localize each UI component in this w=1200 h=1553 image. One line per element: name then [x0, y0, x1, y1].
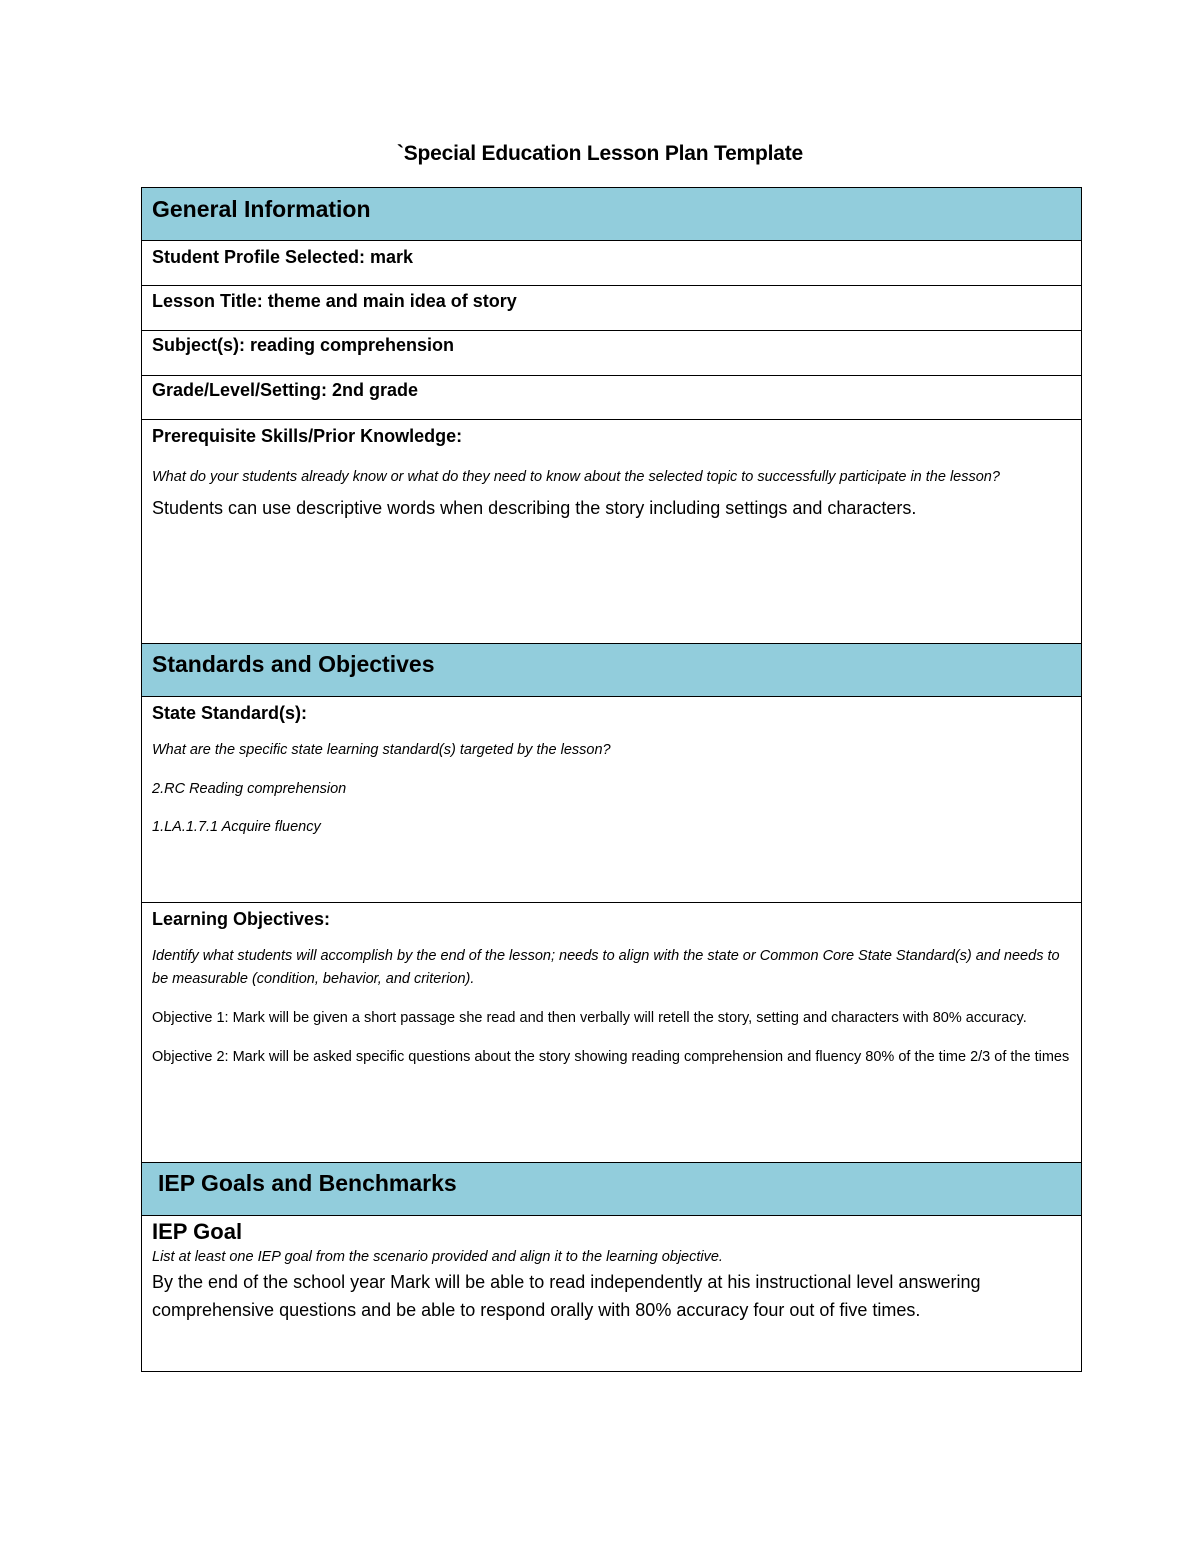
prereq-label: Prerequisite Skills/Prior Knowledge:	[152, 426, 463, 446]
iep-goal-text: By the end of the school year Mark will be able to read independently at his instructional level answering comprehensive questions and be able to respond orally with 80% accuracy four out of five times.	[152, 1272, 981, 1320]
prereq-hint: What do your students already know or what do they need to know about the selected topic to successfully participate in the lesson?	[152, 469, 1000, 485]
learning-objectives-label: Learning Objectives:	[152, 909, 331, 929]
general-heading: General Information	[152, 196, 371, 222]
lesson-title-field: Lesson Title: theme and main idea of story	[152, 291, 517, 311]
lesson-plan-table	[141, 187, 1082, 1372]
subjects-row	[142, 331, 1082, 376]
document-title: `Special Education Lesson Plan Template	[396, 142, 804, 165]
grade-field: Grade/Level/Setting: 2nd grade	[152, 380, 419, 400]
iep-goal-label: IEP Goal	[152, 1219, 243, 1244]
standards-heading: Standards and Objectives	[152, 651, 435, 677]
student-profile-field: Student Profile Selected: mark	[152, 247, 414, 267]
state-standard-item: 2.RC Reading comprehension	[152, 781, 347, 797]
state-standards-hint: What are the specific state learning standard(s) targeted by the lesson?	[152, 742, 611, 758]
state-standards-label: State Standard(s):	[152, 703, 308, 723]
lesson-title-row	[142, 286, 1082, 331]
iep-goal-row	[142, 1216, 1082, 1372]
grade-row	[142, 376, 1082, 420]
subjects-field: Subject(s): reading comprehension	[152, 335, 455, 355]
learning-objectives-hint: Identify what students will accomplish by the end of the lesson; needs to align with the state or Common Core State Standard(s) and needs to be measurable (condition, behavior, and criterion).	[152, 948, 1060, 987]
state-standards-row	[142, 697, 1082, 903]
objective-2: Objective 2: Mark will be asked specific questions about the story showing reading comprehension and fluency 80% of the time 2/3 of the times	[152, 1049, 1070, 1065]
prereq-row	[142, 420, 1082, 644]
section-standards-header	[142, 644, 1082, 697]
objective-1: Objective 1: Mark will be given a short passage she read and then verbally will retell the story, setting and characters with 80% accuracy.	[152, 1010, 1027, 1026]
learning-objectives-row	[142, 903, 1082, 1163]
iep-heading: IEP Goals and Benchmarks	[158, 1170, 457, 1196]
iep-goal-hint: List at least one IEP goal from the scenario provided and align it to the learning objective.	[152, 1249, 723, 1265]
prereq-answer: Students can use descriptive words when describing the story including settings and characters.	[152, 498, 917, 518]
section-iep-header	[142, 1163, 1082, 1216]
student-profile-row	[142, 241, 1082, 286]
section-general-header	[142, 188, 1082, 241]
state-standard-item: 1.LA.1.7.1 Acquire fluency	[152, 819, 321, 835]
